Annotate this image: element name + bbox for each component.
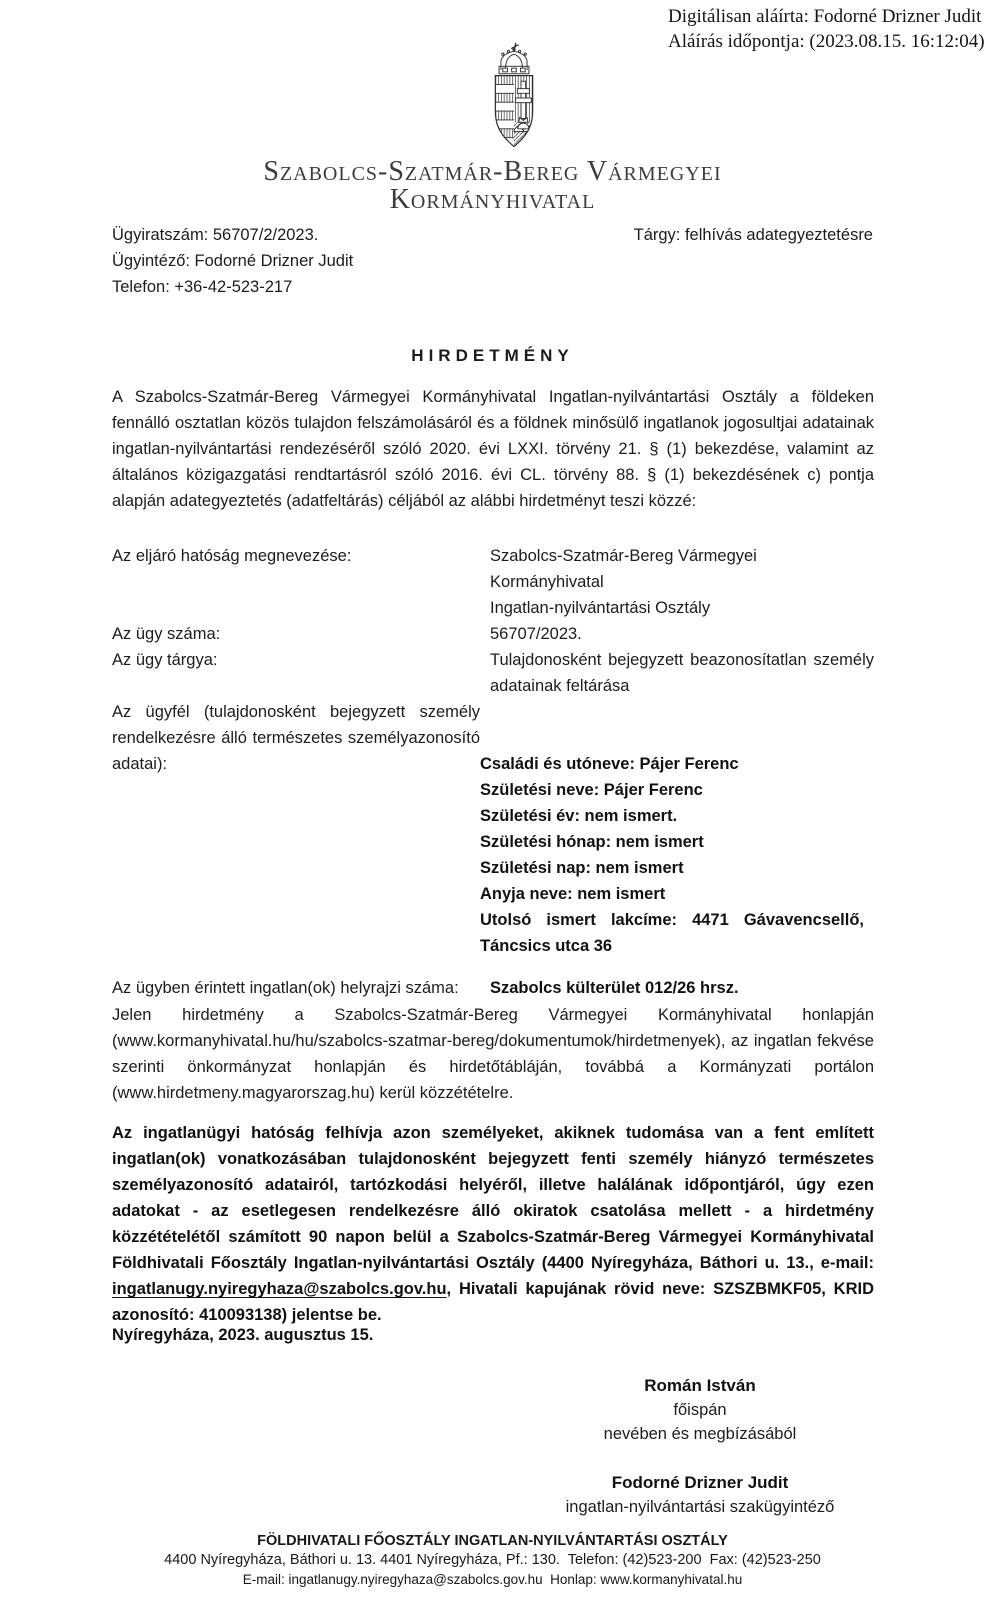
person-address-line2: Táncsics utca 36	[480, 937, 613, 955]
org-name-line2: Kormányhivatal	[389, 184, 596, 215]
case-subject: Tárgy: felhívás adategyeztetésre	[633, 226, 873, 244]
digital-signature-stamp	[668, 4, 985, 54]
letterhead-footer	[0, 1532, 985, 1589]
case-number-value: 56707/2023.	[490, 625, 582, 643]
legal-basis-paragraph: A Szabolcs-Szatmár-Bereg Vármegyei Kormányhivatal Ingatlan-nyilvántartási Osztály a földeken fennálló osztatlan közös tulajdon felszámolásáról és a földnek minősülő ingatlanok jogosultjai adatainak ingatlan-nyilvántartási rendezéséről szóló 2020. évi LXXI. törvény 21. § (1) bekezdése, valamint az általános közigazgatási rendtartásról szóló 2016. évi CL. törvény 88. § (1) bekezdésének c) pontja alapján adategyeztetés (adatfeltárás) céljából az alábbi hirdetményt teszi közzé:	[112, 388, 874, 510]
authority-row	[112, 543, 874, 621]
call-text-before-email: Az ingatlanügyi hatóság felhívja azon személyeket, akiknek tudomása van a fent említett ingatlan(ok) vonatkozásában tulajdonosként bejegyzett fenti személy hiányzó természetes személyazonosító adatairól, tartózkodási helyéről, illetve halálának időpontjáról, úgy ezen adatokat - az esetlegesen rendelkezésre álló okiratok csatolása mellett - a hirdetmény közzétételétől számított 90 napon belül a Szabolcs-Szatmár-Bereg Vármegyei Kormányhivatal Földhivatali Főosztály Ingatlan-nyilvántartási Osztály (4400 Nyíregyháza, Báthori u. 13., e-mail:	[112, 1124, 874, 1272]
property-value: Szabolcs külterület 012/26 hrsz.	[490, 979, 739, 997]
person-birth-year: Születési év: nem ismert.	[480, 807, 678, 825]
case-phone: Telefon: +36-42-523-217	[112, 278, 293, 296]
signature-block-foispan	[480, 1374, 920, 1446]
person-address-line1: Utolsó ismert lakcíme: 4471 Gávavencsellő,	[480, 911, 864, 929]
authority-value-line2: Ingatlan-nyilvántartási Osztály	[490, 599, 711, 617]
person-mother-name: Anyja neve: nem ismert	[480, 885, 666, 903]
digital-signature-line1: Digitálisan aláírta: Fodorné Drizner Judit	[668, 6, 982, 27]
footer-address-phone: 4400 Nyíregyháza, Báthori u. 13. 4401 Nyíregyháza, Pf.: 130. Telefon: (42)523-200 Fax: (42)523-250	[164, 1552, 821, 1568]
case-number: Ügyiratszám: 56707/2/2023.	[112, 226, 319, 244]
signer-on-behalf: nevében és megbízásából	[603, 1425, 797, 1443]
signer-title-foispan: főispán	[673, 1401, 727, 1419]
person-birth-day: Születési nap: nem ismert	[480, 859, 684, 877]
authority-label: Az eljáró hatóság megnevezése:	[112, 547, 352, 565]
footer-department: FÖLDHIVATALI FŐOSZTÁLY INGATLAN-NYILVÁNTARTÁSI OSZTÁLY	[257, 1533, 728, 1549]
call-text-after-email: , Hivatali kapujának rövid neve: SZSZBMKF05, KRID azonosító: 410093138) jelentse be.	[112, 1280, 874, 1324]
signer-name-foispan: Román István	[644, 1376, 756, 1395]
case-number-row	[112, 621, 874, 647]
digital-signature-line2: Aláírás időpontja: (2023.08.15. 16:12:04)	[668, 31, 985, 52]
authority-value	[490, 543, 874, 621]
case-details-section	[112, 543, 874, 1001]
person-data	[480, 699, 864, 959]
hungary-coat-of-arms-icon	[486, 42, 542, 154]
client-row	[112, 699, 874, 959]
person-birth-name: Születési neve: Pájer Ferenc	[480, 781, 703, 799]
office-email: ingatlanugy.nyiregyhaza@szabolcs.gov.hu	[112, 1280, 447, 1298]
signer-name-officer: Fodorné Drizner Judit	[611, 1473, 789, 1492]
case-number-label: Az ügy száma:	[112, 625, 221, 643]
case-subject-value: Tulajdonosként bejegyzett beazonosítatlan személy adatainak feltárása	[490, 651, 874, 695]
signer-title-officer: ingatlan-nyilvántartási szakügyintéző	[565, 1498, 835, 1516]
call-to-report-paragraph	[112, 1120, 874, 1328]
case-officer: Ügyintéző: Fodorné Drizner Judit	[112, 252, 354, 270]
publication-paragraph: Jelen hirdetmény a Szabolcs-Szatmár-Bereg Vármegyei Kormányhivatal honlapján (www.kormanyhivatal.hu/hu/szabolcs-szatmar-bereg/dokumentumok/hirdetmenyek), az ingatlan fekvése szerinti önkormányzat honlapján és hirdetőtábláján, továbbá a Kormányzati portálon (www.hirdetmeny.magyarorszag.hu) kerül közzétételre.	[112, 1006, 874, 1102]
footer-email-web: E-mail: ingatlanugy.nyiregyhaza@szabolcs.gov.hu Honlap: www.kormanyhivatal.hu	[242, 1572, 743, 1587]
client-label: Az ügyfél (tulajdonosként bejegyzett személy rendelkezésre álló természetes személyazonosító adatai):	[112, 703, 480, 773]
case-subject-row	[112, 647, 874, 699]
case-subject-label: Az ügy tárgya:	[112, 651, 218, 669]
date-line: Nyíregyháza, 2023. augusztus 15.	[112, 1326, 374, 1344]
property-label: Az ügyben érintett ingatlan(ok) helyrajzi száma:	[112, 979, 459, 997]
person-birth-month: Születési hónap: nem ismert	[480, 833, 704, 851]
org-name-line1: Szabolcs-Szatmár-Bereg Vármegyei	[263, 156, 722, 187]
organization-name	[0, 157, 985, 213]
document-title: HIRDETMÉNY	[411, 346, 574, 365]
authority-value-line1: Szabolcs-Szatmár-Bereg Vármegyei Kormányhivatal	[490, 547, 757, 591]
reference-block	[112, 222, 353, 300]
property-row	[112, 975, 874, 1001]
signature-block-officer	[480, 1471, 920, 1519]
person-name: Családi és utóneve: Pájer Ferenc	[480, 755, 739, 773]
